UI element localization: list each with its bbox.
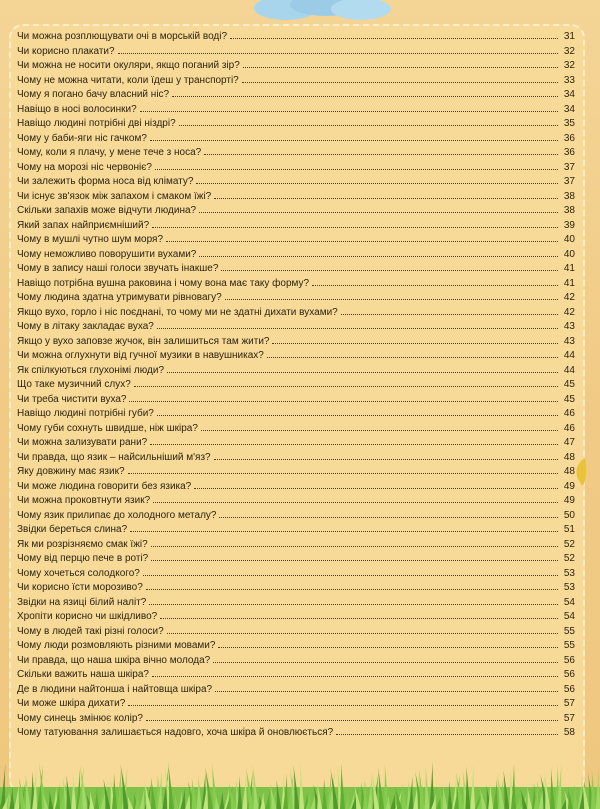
dot-leader bbox=[267, 356, 558, 358]
toc-entry bbox=[17, 88, 575, 103]
toc-entry-title: Чому неможливо поворушити вухами? bbox=[17, 248, 197, 260]
toc-entry-title: Який запах найприємніший? bbox=[17, 219, 150, 231]
toc-entry bbox=[17, 378, 575, 393]
dot-leader bbox=[230, 37, 558, 39]
dot-leader bbox=[341, 313, 558, 315]
toc-entry bbox=[17, 494, 575, 509]
dot-leader bbox=[157, 414, 558, 416]
toc-entry bbox=[17, 654, 575, 669]
toc-entry bbox=[17, 262, 575, 277]
toc-entry bbox=[17, 683, 575, 698]
toc-entry-title: Чи можна не носити окуляри, якщо поганий зір? bbox=[17, 60, 240, 71]
dot-leader bbox=[204, 153, 558, 155]
dot-leader bbox=[167, 632, 558, 634]
toc-entry-title: Хропіти корисно чи шкідливо? bbox=[17, 611, 158, 622]
dot-leader bbox=[150, 443, 558, 445]
toc-entry bbox=[17, 712, 575, 727]
toc-entry-title: Де в людини найтонша і найтовща шкіра? bbox=[17, 683, 213, 695]
toc-entry-page-number: 56 bbox=[563, 654, 575, 666]
toc-entry-title: Якщо вухо, горло і ніс поєднані, то чому ми не здатні дихати вухами? bbox=[17, 306, 338, 318]
toc-entry-page-number: 31 bbox=[563, 31, 575, 42]
toc-entry-page-number: 55 bbox=[563, 640, 575, 651]
toc-entry-page-number: 32 bbox=[563, 45, 575, 57]
toc-entry-title: Чому я погано бачу власний ніс? bbox=[17, 89, 170, 100]
toc-entry-page-number: 40 bbox=[563, 234, 575, 245]
toc-entry bbox=[17, 175, 575, 190]
toc-entry-title: Чому люди розмовляють різними мовами? bbox=[17, 640, 216, 651]
toc-entry-page-number: 49 bbox=[563, 480, 575, 492]
toc-entry-page-number: 40 bbox=[563, 248, 575, 260]
toc-entry bbox=[17, 59, 575, 74]
toc-entry bbox=[17, 465, 575, 480]
toc-entry bbox=[17, 625, 575, 640]
toc-entry bbox=[17, 538, 575, 553]
toc-entry-title: Чи правда, що наша шкіра вічно молода? bbox=[17, 654, 211, 666]
leaf-decoration bbox=[573, 458, 587, 486]
dot-leader bbox=[272, 342, 558, 344]
dot-leader bbox=[221, 269, 558, 271]
toc-entry-page-number: 52 bbox=[563, 538, 575, 550]
toc-entry bbox=[17, 451, 575, 466]
toc-entry bbox=[17, 364, 575, 379]
toc-entry-title: Скільки важить наша шкіра? bbox=[17, 669, 149, 680]
dot-leader bbox=[199, 211, 558, 213]
toc-entry-page-number: 45 bbox=[563, 393, 575, 405]
toc-entry-title: Чому губи сохнуть швидше, ніж шкіра? bbox=[17, 422, 198, 434]
toc-entry bbox=[17, 581, 575, 596]
toc-entry-page-number: 35 bbox=[563, 118, 575, 129]
dot-leader bbox=[214, 458, 558, 460]
dot-leader bbox=[152, 675, 558, 677]
toc-entry-title: Чому татуювання залишається надовго, хоча шкіра й оновлюється? bbox=[17, 727, 334, 738]
dot-leader bbox=[146, 719, 558, 721]
toc-entry-page-number: 39 bbox=[563, 219, 575, 231]
toc-entry bbox=[17, 219, 575, 234]
toc-entry-title: Чи треба чистити вуха? bbox=[17, 393, 127, 405]
toc-entry bbox=[17, 349, 575, 364]
toc-entry-page-number: 57 bbox=[563, 712, 575, 724]
toc-entry-page-number: 42 bbox=[563, 292, 575, 303]
toc-entry-title: Чи можна розплющувати очі в морській воді? bbox=[17, 31, 228, 42]
toc-entry-title: Чи корисно їсти морозиво? bbox=[17, 582, 143, 593]
toc-entry-page-number: 54 bbox=[563, 596, 575, 608]
toc-entry bbox=[17, 639, 575, 654]
dot-leader bbox=[155, 168, 558, 170]
toc-entry bbox=[17, 480, 575, 495]
toc-entry-title: Чому в людей такі різні голоси? bbox=[17, 625, 164, 637]
toc-entry bbox=[17, 610, 575, 625]
toc-entry-title: Чи залежить форма носа від клімату? bbox=[17, 176, 194, 187]
toc-entry-page-number: 58 bbox=[563, 727, 575, 738]
dot-leader bbox=[129, 400, 558, 402]
toc-entry-page-number: 44 bbox=[563, 350, 575, 361]
toc-entry-page-number: 41 bbox=[563, 263, 575, 274]
dot-leader bbox=[167, 371, 558, 373]
dot-leader bbox=[194, 487, 558, 489]
table-of-contents bbox=[17, 30, 575, 741]
dot-leader bbox=[242, 81, 558, 83]
dot-leader bbox=[179, 124, 558, 126]
toc-entry bbox=[17, 668, 575, 683]
dot-leader bbox=[218, 646, 558, 648]
toc-entry-title: Чому в літаку закладає вуха? bbox=[17, 321, 154, 332]
toc-entry-page-number: 48 bbox=[563, 451, 575, 463]
toc-entry-page-number: 34 bbox=[563, 89, 575, 100]
toc-entry bbox=[17, 204, 575, 219]
toc-entry-page-number: 50 bbox=[563, 509, 575, 521]
toc-entry-page-number: 56 bbox=[563, 669, 575, 680]
toc-entry-page-number: 32 bbox=[563, 60, 575, 71]
toc-entry-title: Чому, коли я плачу, у мене тече з носа? bbox=[17, 147, 202, 158]
toc-entry-title: Чи можна проковтнути язик? bbox=[17, 495, 151, 506]
toc-entry-page-number: 56 bbox=[563, 683, 575, 695]
dot-leader bbox=[150, 139, 558, 141]
dot-leader bbox=[312, 284, 558, 286]
dot-leader bbox=[196, 182, 558, 184]
dot-leader bbox=[243, 66, 558, 68]
dot-leader bbox=[166, 240, 558, 242]
toc-entry-page-number: 44 bbox=[563, 364, 575, 376]
toc-entry-page-number: 42 bbox=[563, 306, 575, 318]
toc-entry-title: Чому в запису наші голоси звучать інакше? bbox=[17, 263, 219, 274]
toc-entry-page-number: 38 bbox=[563, 205, 575, 216]
toc-entry-page-number: 51 bbox=[563, 524, 575, 535]
toc-entry-title: Чому від перцю пече в роті? bbox=[17, 553, 149, 564]
toc-entry-page-number: 46 bbox=[563, 408, 575, 419]
toc-entry-page-number: 43 bbox=[563, 335, 575, 347]
toc-entry bbox=[17, 596, 575, 611]
toc-entry-title: Чи може людина говорити без язика? bbox=[17, 480, 192, 492]
toc-entry-title: Навіщо потрібна вушна раковина і чому вона має таку форму? bbox=[17, 277, 310, 289]
toc-entry bbox=[17, 509, 575, 524]
toc-entry-page-number: 38 bbox=[563, 190, 575, 202]
toc-entry bbox=[17, 190, 575, 205]
toc-entry-title: Скільки запахів може відчути людина? bbox=[17, 205, 197, 216]
toc-entry-title: Чому на морозі ніс червоніє? bbox=[17, 161, 152, 173]
toc-entry bbox=[17, 233, 575, 248]
toc-entry-title: Навіщо людині потрібні губи? bbox=[17, 408, 154, 419]
dot-leader bbox=[214, 197, 558, 199]
toc-entry-page-number: 54 bbox=[563, 611, 575, 622]
toc-entry-title: Навіщо в носі волосинки? bbox=[17, 103, 137, 115]
toc-entry-page-number: 37 bbox=[563, 161, 575, 173]
toc-entry-page-number: 43 bbox=[563, 321, 575, 332]
dot-leader bbox=[201, 429, 558, 431]
toc-entry bbox=[17, 436, 575, 451]
dot-leader bbox=[149, 603, 558, 605]
toc-entry-title: Чому синець змінює колір? bbox=[17, 712, 143, 724]
toc-entry-page-number: 47 bbox=[563, 437, 575, 448]
toc-entry-title: Звідки береться слина? bbox=[17, 524, 128, 535]
toc-entry-page-number: 53 bbox=[563, 567, 575, 579]
toc-entry-page-number: 46 bbox=[563, 422, 575, 434]
toc-entry-page-number: 33 bbox=[563, 74, 575, 86]
toc-entry bbox=[17, 335, 575, 350]
toc-entry-page-number: 36 bbox=[563, 147, 575, 158]
dot-leader bbox=[118, 52, 558, 54]
toc-entry bbox=[17, 552, 575, 567]
toc-entry-page-number: 41 bbox=[563, 277, 575, 289]
toc-entry bbox=[17, 146, 575, 161]
dot-leader bbox=[152, 226, 558, 228]
toc-entry bbox=[17, 248, 575, 263]
grass-decoration bbox=[0, 743, 600, 809]
toc-entry-title: Яку довжину має язик? bbox=[17, 466, 125, 477]
toc-entry-page-number: 55 bbox=[563, 625, 575, 637]
toc-entry-title: Звідки на язиці білий наліт? bbox=[17, 596, 147, 608]
toc-entry bbox=[17, 523, 575, 538]
toc-entry bbox=[17, 291, 575, 306]
toc-entry bbox=[17, 45, 575, 60]
toc-entry-page-number: 53 bbox=[563, 582, 575, 593]
dot-leader bbox=[140, 110, 558, 112]
dot-leader bbox=[151, 545, 558, 547]
dot-leader bbox=[130, 530, 558, 532]
dot-leader bbox=[153, 501, 558, 503]
toc-entry bbox=[17, 697, 575, 712]
toc-entry-page-number: 52 bbox=[563, 553, 575, 564]
dot-leader bbox=[225, 298, 558, 300]
dot-leader bbox=[213, 661, 558, 663]
dot-leader bbox=[128, 472, 559, 474]
toc-entry bbox=[17, 393, 575, 408]
dot-leader bbox=[160, 617, 558, 619]
toc-entry bbox=[17, 132, 575, 147]
toc-entry-page-number: 45 bbox=[563, 379, 575, 390]
dot-leader bbox=[199, 255, 558, 257]
toc-entry-title: Чому язик прилипає до холодного металу? bbox=[17, 509, 217, 521]
toc-entry-title: Що таке музичний слух? bbox=[17, 379, 131, 390]
toc-entry-title: Чому в мушлі чутно шум моря? bbox=[17, 234, 164, 245]
toc-entry-title: Чому у баби-яги ніс гачком? bbox=[17, 132, 147, 144]
toc-entry-page-number: 37 bbox=[563, 176, 575, 187]
toc-entry bbox=[17, 277, 575, 292]
toc-entry bbox=[17, 30, 575, 45]
toc-entry-title: Чи існує зв'язок між запахом і смаком їжі? bbox=[17, 190, 212, 202]
toc-entry-page-number: 36 bbox=[563, 132, 575, 144]
dot-leader bbox=[215, 690, 558, 692]
toc-entry bbox=[17, 117, 575, 132]
cloud-decoration bbox=[246, 0, 396, 22]
dot-leader bbox=[219, 516, 558, 518]
dot-leader bbox=[146, 588, 558, 590]
dot-leader bbox=[151, 559, 558, 561]
dot-leader bbox=[336, 733, 558, 735]
toc-entry-title: Чи правда, що язик – найсильніший м'яз? bbox=[17, 451, 211, 463]
toc-entry-title: Чому хочеться солодкого? bbox=[17, 567, 140, 579]
toc-entry-title: Як спілкуються глухонімі люди? bbox=[17, 364, 165, 376]
toc-entry-title: Чому людина здатна утримувати рівновагу? bbox=[17, 292, 222, 303]
toc-entry bbox=[17, 320, 575, 335]
toc-entry bbox=[17, 567, 575, 582]
toc-entry bbox=[17, 407, 575, 422]
toc-entry-page-number: 57 bbox=[563, 698, 575, 709]
toc-entry-page-number: 34 bbox=[563, 103, 575, 115]
dot-leader bbox=[134, 385, 558, 387]
toc-entry-title: Чи корисно плакати? bbox=[17, 45, 115, 57]
dot-leader bbox=[157, 327, 558, 329]
toc-entry-title: Чи можна оглухнути від гучної музики в навушниках? bbox=[17, 350, 264, 361]
dot-leader bbox=[143, 574, 558, 576]
toc-entry-page-number: 49 bbox=[563, 495, 575, 506]
toc-entry-title: Як ми розрізняємо смак їжі? bbox=[17, 538, 148, 550]
toc-entry-title: Чи може шкіра дихати? bbox=[17, 698, 126, 709]
toc-entry-title: Чому не можна читати, коли їдеш у транспорті? bbox=[17, 74, 239, 86]
toc-entry bbox=[17, 103, 575, 118]
toc-entry bbox=[17, 74, 575, 89]
toc-entry bbox=[17, 306, 575, 321]
dot-leader bbox=[172, 95, 558, 97]
toc-entry-page-number: 48 bbox=[563, 466, 575, 477]
toc-entry-title: Навіщо людині потрібні дві ніздрі? bbox=[17, 118, 176, 129]
toc-entry-title: Чи можна зализувати рани? bbox=[17, 437, 148, 448]
toc-entry bbox=[17, 161, 575, 176]
toc-entry bbox=[17, 726, 575, 741]
dot-leader bbox=[128, 704, 558, 706]
toc-entry bbox=[17, 422, 575, 437]
toc-entry-title: Якщо у вухо заповзе жучок, він залишиться там жити? bbox=[17, 335, 270, 347]
